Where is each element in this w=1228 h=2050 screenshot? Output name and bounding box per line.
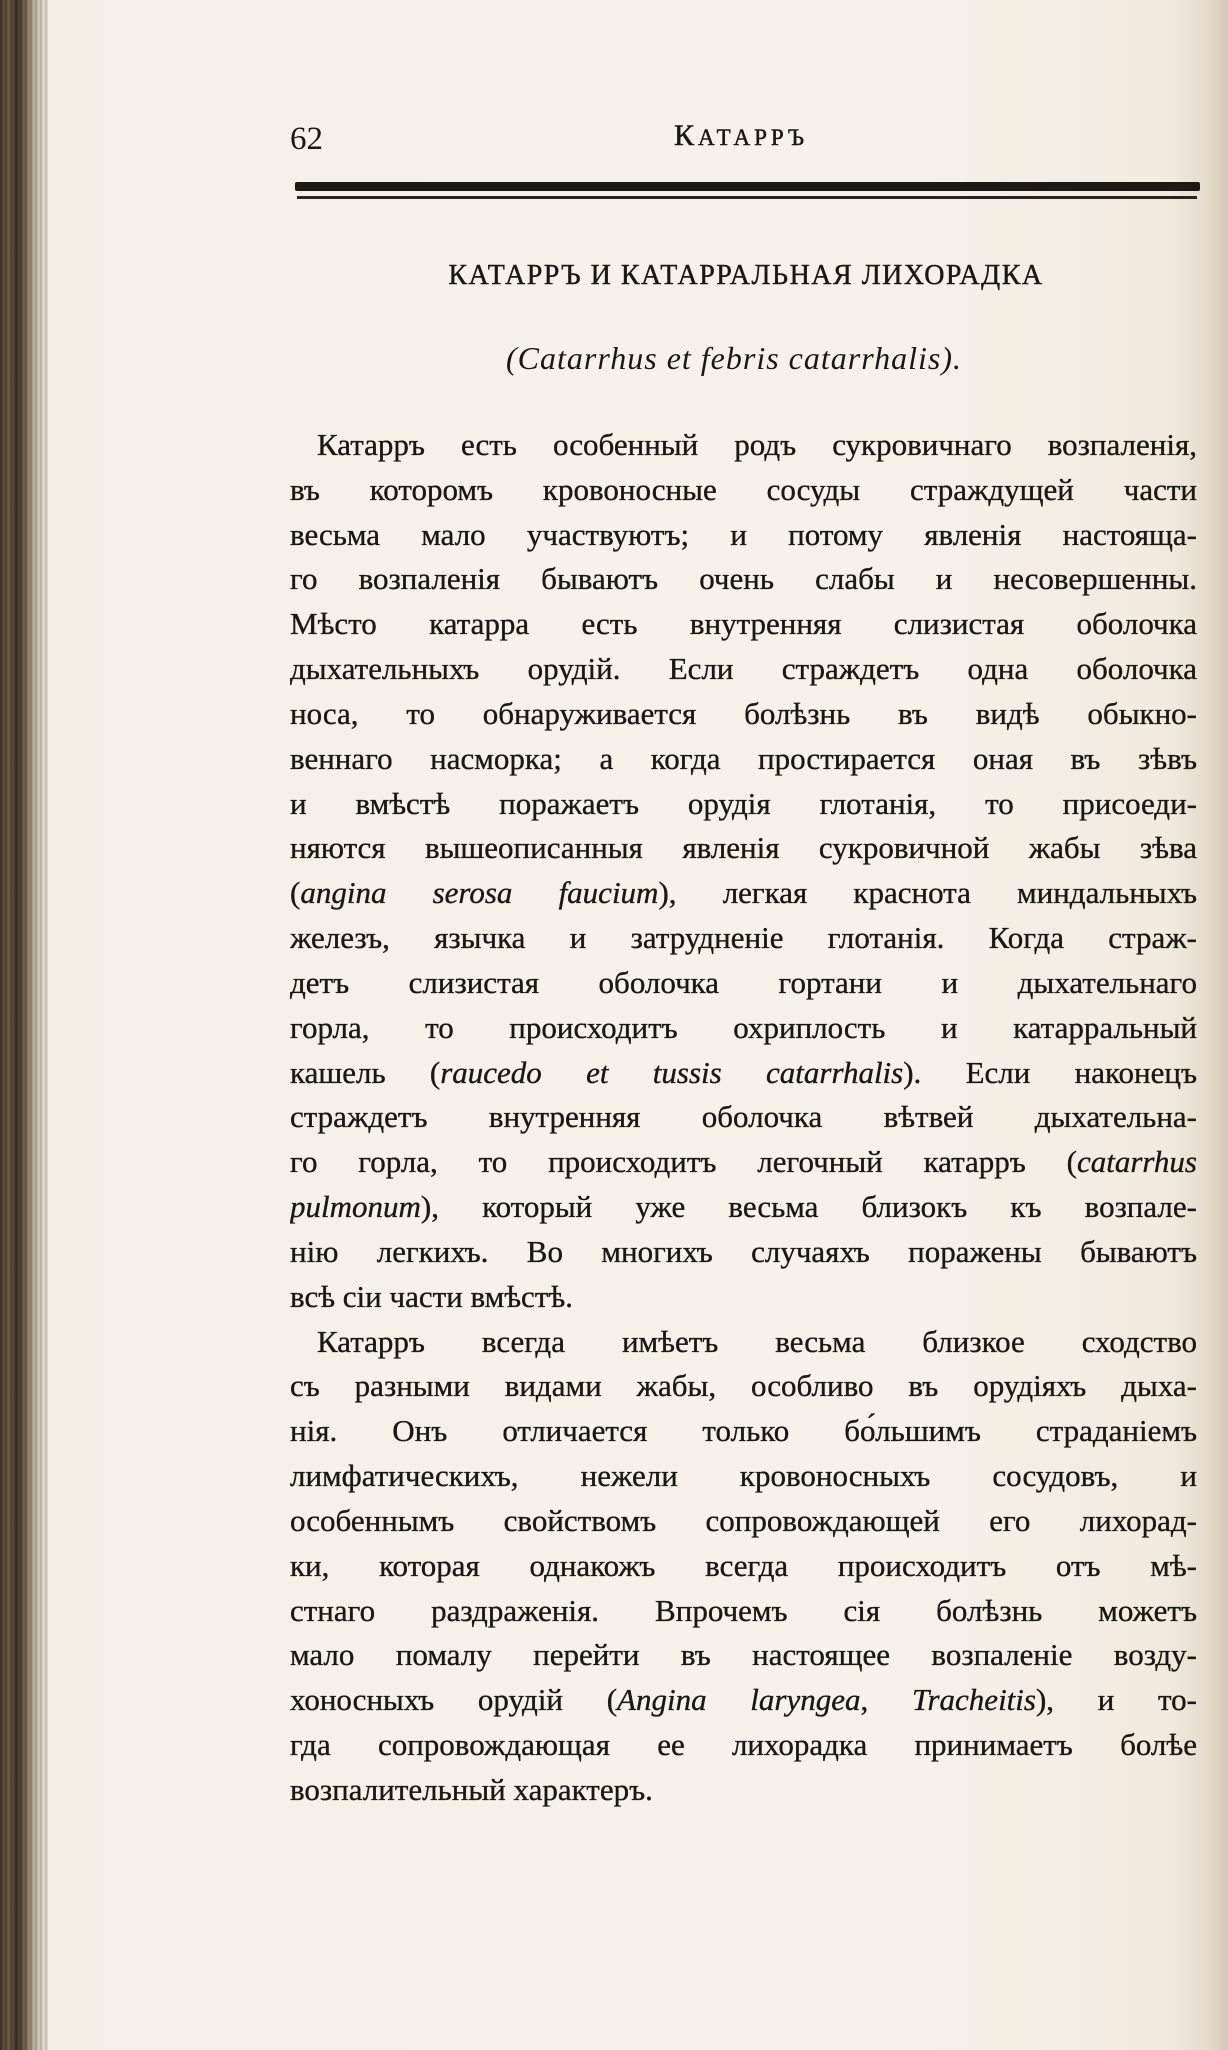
- text-segment: хоносныхъ орудій (: [290, 1682, 618, 1718]
- text-line: возпалительный характеръ.: [290, 1771, 653, 1807]
- text-line: всѣ сіи части вмѣстѣ.: [290, 1278, 573, 1314]
- text-line: съ разными видами жабы, особливо въ орудіяхъ дыха-: [290, 1368, 1197, 1404]
- text-line: детъ слизистая оболочка гортани и дыхательнаго: [290, 964, 1197, 1000]
- text-line: нію легкихъ. Во многихъ случаяхъ поражены бываютъ: [290, 1233, 1197, 1269]
- running-title: КАТАРРЪ: [674, 119, 808, 152]
- text-line: [290, 1185, 1197, 1230]
- latin-term-italic: angina serosa faucium: [300, 875, 659, 911]
- text-line: Катарръ всегда имѣетъ весьма близкое сходство: [317, 1323, 1197, 1359]
- paragraph: [290, 423, 1197, 1320]
- text-segment: ,: [860, 1682, 912, 1718]
- chapter-title: КАТАРРЪ И КАТАРРАЛЬНАЯ ЛИХОРАДКА: [448, 260, 1044, 291]
- text-line: дыхательныхъ орудій. Если страждетъ одна оболочка: [290, 651, 1197, 687]
- text-line: го возпаленія бываютъ очень слабы и несовершенны.: [290, 561, 1197, 597]
- text-segment: ), и то-: [1035, 1682, 1197, 1718]
- paragraph: [290, 1320, 1197, 1813]
- header-rule-thick-line: [295, 182, 1200, 191]
- book-binding-edge: [0, 0, 48, 2050]
- text-line: железъ, язычка и затрудненіе глотанія. Когда страж-: [290, 920, 1197, 956]
- text-line: гда сопровождающая ее лихорадка принимаетъ болѣе: [290, 1727, 1197, 1763]
- text-line: [290, 1678, 1197, 1723]
- text-line: [290, 1051, 1197, 1096]
- text-line: Мѣсто катарра есть внутренняя слизистая оболочка: [290, 606, 1197, 642]
- text-line: веннаго насморка; а когда простирается оная въ зѣвъ: [290, 740, 1197, 776]
- text-line: стнаго раздраженія. Впрочемъ сія болѣзнь можетъ: [290, 1592, 1197, 1628]
- text-segment: го горла, то происходитъ легочный катарръ (: [290, 1144, 1077, 1180]
- page-number: 62: [290, 121, 323, 157]
- text-segment: ). Если наконецъ: [903, 1054, 1197, 1090]
- text-line: [290, 871, 1197, 916]
- latin-term-italic: catarrhus: [1076, 1144, 1197, 1180]
- text-line: мало помалу перейти въ настоящее возпаленіе возду-: [290, 1637, 1197, 1673]
- text-line: лимфатическихъ, нежели кровоносныхъ сосудовъ, и: [290, 1458, 1197, 1494]
- text-line: няются вышеописанныя явленія сукровичной жабы зѣва: [290, 830, 1197, 866]
- text-segment: ), легкая краснота миндальныхъ: [658, 875, 1197, 911]
- text-line: страждетъ внутренняя оболочка вѣтвей дыхательна-: [290, 1099, 1197, 1135]
- latin-term-italic: raucedo et tussis catarrhalis: [440, 1054, 904, 1090]
- text-line: весьма мало участвуютъ; и потому явленія настояща-: [290, 516, 1197, 552]
- text-line: нія. Онъ отличается только бо́льшимъ страданіемъ: [290, 1413, 1197, 1449]
- text-segment: (: [290, 875, 301, 911]
- latin-term-italic: pulmonum: [290, 1189, 421, 1225]
- latin-term-italic: Tracheitis: [911, 1682, 1036, 1718]
- latin-term-italic: Angina laryngea: [617, 1682, 861, 1718]
- header-rule-thin-line: [297, 196, 1197, 199]
- text-line: носа, то обнаруживается болѣзнь въ видѣ обыкно-: [290, 695, 1197, 731]
- text-segment: кашель (: [290, 1054, 441, 1090]
- body-text: [290, 423, 1197, 1813]
- text-line: Катарръ есть особенный родъ сукровичнаго возпаленія,: [317, 427, 1197, 462]
- text-line: особеннымъ свойствомъ сопровождающей его лихорад-: [290, 1502, 1197, 1538]
- text-line: въ которомъ кровоносные сосуды страждущей части: [290, 471, 1197, 507]
- text-line: [290, 1140, 1197, 1185]
- text-line: горла, то происходитъ охриплость и катарральный: [290, 1009, 1197, 1045]
- text-line: ки, которая однакожъ всегда происходитъ отъ мѣ-: [290, 1547, 1197, 1583]
- text-segment: ), который уже весьма близокъ къ возпале-: [420, 1189, 1197, 1225]
- header-double-rule: [295, 182, 1200, 204]
- text-line: и вмѣстѣ поражаетъ орудія глотанія, то присоеди-: [290, 785, 1197, 821]
- chapter-subtitle: (Catarrhus et febris catarrhalis).: [506, 340, 962, 376]
